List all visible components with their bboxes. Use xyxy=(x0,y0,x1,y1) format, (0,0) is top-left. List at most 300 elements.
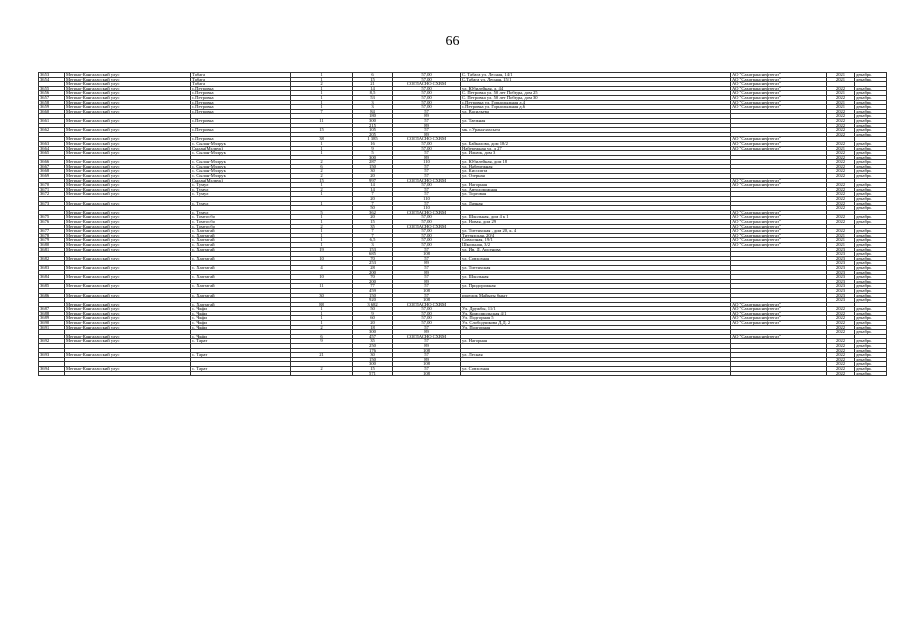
month-cell: декабрь xyxy=(855,288,887,293)
diameter-cell: 57,00 xyxy=(393,307,461,312)
address-cell: Школьная, 3/2 xyxy=(461,242,731,247)
length-cell: 9 xyxy=(353,311,393,316)
diameter-cell: 57,00 xyxy=(393,86,461,91)
diameter-cell: 57 xyxy=(393,339,461,344)
length-cell: 920 xyxy=(353,298,393,303)
year-cell: 2022 xyxy=(827,169,855,174)
diameter-cell: 108 xyxy=(393,252,461,257)
row-number: 3684 xyxy=(39,275,65,280)
address-cell: ул. Ив. Д. Арсенова xyxy=(461,247,731,252)
length-cell: 3 xyxy=(353,105,393,110)
month-cell: декабрь xyxy=(855,284,887,289)
settlement-cell: Сылан(Мэлрук) xyxy=(191,178,291,183)
year-cell: 2023 xyxy=(827,284,855,289)
length-cell: 77 xyxy=(353,284,393,289)
count-cell: 1 xyxy=(291,201,353,206)
count-cell: 1 xyxy=(291,95,353,100)
length-cell: 997 xyxy=(353,178,393,183)
count-cell: 1 xyxy=(291,77,353,82)
settlement-cell xyxy=(191,371,291,376)
district-cell: Мегино-Кангаласский улус xyxy=(65,164,191,169)
year-cell: 2023 xyxy=(827,293,855,298)
district-cell: Мегино-Кангаласский улус xyxy=(65,302,191,307)
length-cell: 70 xyxy=(353,256,393,261)
length-cell: 153 xyxy=(353,247,393,252)
month-cell: декабрь xyxy=(855,279,887,284)
length-cell: 50 xyxy=(353,307,393,312)
organization-cell: АО "Сахатранснефтегаз" xyxy=(731,146,827,151)
year-cell: 2021 xyxy=(827,242,855,247)
district-cell: Мегино-Кангаласский улус xyxy=(65,353,191,358)
year-cell: 2022 xyxy=(827,362,855,367)
length-cell: 16 xyxy=(353,141,393,146)
month-cell: декабрь xyxy=(855,307,887,312)
count-cell: 1 xyxy=(291,242,353,247)
month-cell: декабрь xyxy=(855,344,887,349)
length-cell: 215 xyxy=(353,123,393,128)
month-cell: декабрь xyxy=(855,321,887,326)
address-cell: ул. Киссипта xyxy=(461,169,731,174)
count-cell: 15 xyxy=(291,128,353,133)
year-cell: 2022 xyxy=(827,123,855,128)
row-number: 3683 xyxy=(39,265,65,270)
year-cell: 2022 xyxy=(827,353,855,358)
register-table-body xyxy=(39,73,887,376)
month-cell: декабрь xyxy=(855,155,887,160)
length-cell: 150 xyxy=(353,357,393,362)
month-cell: декабрь xyxy=(855,187,887,192)
year-cell: 2022 xyxy=(827,215,855,220)
row-number: 3676 xyxy=(39,220,65,225)
year-cell: 2022 xyxy=(827,344,855,349)
district-cell: Мегино-Кангаласский улус xyxy=(65,265,191,270)
row-number: 3679 xyxy=(39,238,65,243)
year-cell: 2022 xyxy=(827,164,855,169)
year-cell: 2022 xyxy=(827,132,855,137)
settlement-cell: с. Сылан-Мэлрук xyxy=(191,151,291,156)
diameter-cell: 57 xyxy=(393,201,461,206)
diameter-cell: 89 xyxy=(393,330,461,335)
diameter-cell: 108 xyxy=(393,298,461,303)
length-cell: 300 xyxy=(353,118,393,123)
settlement-cell: с.Петровка xyxy=(191,109,291,114)
district-cell: Мегино-Кангаласский улус xyxy=(65,178,191,183)
organization-cell: АО "Сахатранснефтегаз" xyxy=(731,105,827,110)
row-number: 3687 xyxy=(39,307,65,312)
district-cell xyxy=(65,371,191,376)
year-cell: 2021 xyxy=(827,238,855,243)
length-cell: 300 xyxy=(353,362,393,367)
month-cell: декабрь xyxy=(855,118,887,123)
month-cell: декабрь xyxy=(855,151,887,156)
row-number: 3662 xyxy=(39,128,65,133)
settlement-cell: с. Хаптагай xyxy=(191,229,291,234)
month-cell: декабрь xyxy=(855,316,887,321)
district-cell: Мегино-Кангаласский улус xyxy=(65,86,191,91)
count-cell: 5 xyxy=(291,210,353,215)
diameter-cell: 57,00 xyxy=(393,311,461,316)
year-cell: 2022 xyxy=(827,348,855,353)
district-cell: Мегино-Кангаласский улус xyxy=(65,91,191,96)
settlement-cell: с. Тумул xyxy=(191,201,291,206)
organization-cell: АО "Сахатранснефтегаз" xyxy=(731,220,827,225)
length-cell: 180 xyxy=(353,114,393,119)
diameter-cell: 108 xyxy=(393,348,461,353)
length-cell: 200 xyxy=(353,279,393,284)
diameter-cell: 57,00 xyxy=(393,183,461,188)
count-cell: 1 xyxy=(291,321,353,326)
length-cell: 21 xyxy=(353,82,393,87)
year-cell: 2021 xyxy=(827,105,855,110)
address-cell: ул. Автодорожная xyxy=(461,187,731,192)
year-cell: 2022 xyxy=(827,174,855,179)
year-cell: 2023 xyxy=(827,265,855,270)
organization-cell: АО "Сахатранснефтегаз" xyxy=(731,307,827,312)
organization-cell xyxy=(731,371,827,376)
count-cell: 30 xyxy=(291,293,353,298)
organization-cell: АО "Сахатранснефтегаз" xyxy=(731,316,827,321)
length-cell: 84 xyxy=(353,109,393,114)
length-cell: 3 xyxy=(353,100,393,105)
month-cell: декабрь xyxy=(855,256,887,261)
settlement-cell: с. Томтосбо xyxy=(191,220,291,225)
diameter-cell: СОГЛАСНО СХВМ xyxy=(393,302,461,307)
month-cell: декабрь xyxy=(855,174,887,179)
month-cell: декабрь xyxy=(855,114,887,119)
address-cell: Титтяхская, 20/4 xyxy=(461,233,731,238)
district-cell: Мегино-Кангаласский улус xyxy=(65,73,191,78)
length-cell: 287 xyxy=(353,160,393,165)
settlement-cell: с. Хаптагай xyxy=(191,256,291,261)
row-number: 3689 xyxy=(39,316,65,321)
address-cell: С.Табага ул. Лесная, 15/1 xyxy=(461,77,731,82)
year-cell: 2022 xyxy=(827,357,855,362)
address-cell: ул. Школьная xyxy=(461,275,731,280)
table-row xyxy=(39,371,887,376)
month-cell: декабрь xyxy=(855,164,887,169)
organization-cell: АО "Сахатранснефтегаз" xyxy=(731,224,827,229)
address-cell: ул. Торговая xyxy=(461,192,731,197)
month-cell: декабрь xyxy=(855,371,887,376)
district-cell: Мегино-Кангаласский улус xyxy=(65,293,191,298)
diameter-cell: 57 xyxy=(393,367,461,372)
count-cell: 2 xyxy=(291,160,353,165)
year-cell: 2022 xyxy=(827,95,855,100)
length-cell: 20 xyxy=(353,321,393,326)
month-cell: декабрь xyxy=(855,238,887,243)
count-cell: 2 xyxy=(291,187,353,192)
address-cell: Набережная ул. д 27 xyxy=(461,146,731,151)
row-number: 3686 xyxy=(39,293,65,298)
diameter-cell: 89 xyxy=(393,344,461,349)
row-number: 3666 xyxy=(39,160,65,165)
length-cell: 28 xyxy=(353,265,393,270)
count-cell: 4 xyxy=(291,265,353,270)
address-cell: ул. Лесная xyxy=(461,353,731,358)
address-cell: ул. Совхозная xyxy=(461,367,731,372)
year-cell: 2022 xyxy=(827,86,855,91)
row-number: 3678 xyxy=(39,233,65,238)
settlement-cell: с. Томтосбо xyxy=(191,224,291,229)
month-cell: декабрь xyxy=(855,270,887,275)
organization-cell: АО "Сахатранснефтегаз" xyxy=(731,183,827,188)
district-cell: Мегино-Кангаласский улус xyxy=(65,321,191,326)
diameter-cell: 110 xyxy=(393,160,461,165)
district-cell: Мегино-Кангаласский улус xyxy=(65,141,191,146)
month-cell: декабрь xyxy=(855,141,887,146)
diameter-cell: 57 xyxy=(393,164,461,169)
organization-cell: АО "Сахатранснефтегаз" xyxy=(731,334,827,339)
length-cell: 200 xyxy=(353,270,393,275)
settlement-cell: с.Петровка xyxy=(191,137,291,142)
diameter-cell: 57 xyxy=(393,325,461,330)
year-cell: 2022 xyxy=(827,229,855,234)
month-cell: декабрь xyxy=(855,261,887,266)
row-number: 3692 xyxy=(39,339,65,344)
district-cell: Мегино-Кангаласский улус xyxy=(65,275,191,280)
row-number: 3671 xyxy=(39,187,65,192)
year-cell: 2021 xyxy=(827,73,855,78)
district-cell: Мегино-Кангаласский улус xyxy=(65,192,191,197)
organization-cell: АО "Сахатранснефтегаз" xyxy=(731,210,827,215)
year-cell: 2023 xyxy=(827,298,855,303)
district-cell: Мегино-Кангаласский улус xyxy=(65,109,191,114)
address-cell: Ул. Дружбы, 11/1 xyxy=(461,307,731,312)
address-cell: ул. Нагорная xyxy=(461,183,731,188)
year-cell: 2022 xyxy=(827,330,855,335)
count-cell: 88 xyxy=(291,302,353,307)
district-cell: Мегино-Кангаласский улус xyxy=(65,151,191,156)
row-number: 3681 xyxy=(39,247,65,252)
settlement-cell: с. Хаптагай xyxy=(191,247,291,252)
count-cell: 1 xyxy=(291,307,353,312)
length-cell: 15 xyxy=(353,220,393,225)
diameter-cell: 110 xyxy=(393,197,461,202)
address-cell: Ул. Подгорная xyxy=(461,325,731,330)
row-number: 3659 xyxy=(39,105,65,110)
diameter-cell: 57,00 xyxy=(393,242,461,247)
count-cell: 1 xyxy=(291,233,353,238)
settlement-cell: с. Сылан-Мэлрук xyxy=(191,174,291,179)
settlement-cell: с. Сылан-Мэлрук xyxy=(191,169,291,174)
address-cell: ул. Титтяхская , дом 20, к. 4 xyxy=(461,229,731,234)
address-cell xyxy=(461,371,731,376)
organization-cell: АО "Сахатранснефтегаз" xyxy=(731,100,827,105)
diameter-cell: СОГЛАСНО СХВМ xyxy=(393,82,461,87)
row-number: 3682 xyxy=(39,256,65,261)
diameter-cell: 89 xyxy=(393,279,461,284)
length-cell: 5 xyxy=(353,151,393,156)
settlement-cell: с. Тумул xyxy=(191,183,291,188)
diameter-cell: 57 xyxy=(393,187,461,192)
diameter-cell: 89 xyxy=(393,270,461,275)
settlement-cell: Табага xyxy=(191,73,291,78)
address-cell: ул. Совхозная xyxy=(461,256,731,261)
diameter-cell: 57,00 xyxy=(393,229,461,234)
year-cell: 2022 xyxy=(827,141,855,146)
length-cell: 105 xyxy=(353,128,393,133)
length-cell: 1 385 xyxy=(353,137,393,142)
diameter-cell: 57,00 xyxy=(393,105,461,110)
month-cell: декабрь xyxy=(855,229,887,234)
month-cell: декабрь xyxy=(855,169,887,174)
district-cell: Мегино-Кангаласский улус xyxy=(65,311,191,316)
diameter-cell: 89 xyxy=(393,261,461,266)
diameter-cell: 57 xyxy=(393,247,461,252)
diameter-cell: 57 xyxy=(393,353,461,358)
year-cell: 2022 xyxy=(827,321,855,326)
diameter-cell: СОГЛАСНО СХВМ xyxy=(393,137,461,142)
length-cell: 459 xyxy=(353,288,393,293)
district-cell: Мегино-Кангаласский улус xyxy=(65,367,191,372)
address-cell: С. Табага ул. Лесная, 14/1 xyxy=(461,73,731,78)
year-cell: 2022 xyxy=(827,316,855,321)
district-cell: Мегино-Кангаласский улус xyxy=(65,128,191,133)
length-cell: 7 xyxy=(353,201,393,206)
length-cell: 300 xyxy=(353,155,393,160)
count-cell: 1 xyxy=(291,311,353,316)
address-cell: ул. Дачная xyxy=(461,201,731,206)
row-number: 3655 xyxy=(39,86,65,91)
month-cell: декабрь xyxy=(855,95,887,100)
row-number: 3694 xyxy=(39,367,65,372)
length-cell: 176 xyxy=(353,348,393,353)
diameter-cell: 57,00 xyxy=(393,233,461,238)
organization-cell: АО "Сахатранснефтегаз" xyxy=(731,86,827,91)
diameter-cell: 57 xyxy=(393,284,461,289)
length-cell: 15 xyxy=(353,367,393,372)
length-cell: 6,5 xyxy=(353,238,393,243)
diameter-cell: 89 xyxy=(393,357,461,362)
length-cell: 7 xyxy=(353,192,393,197)
organization-cell: АО "Сахатранснефтегаз" xyxy=(731,95,827,100)
length-cell: 685 xyxy=(353,252,393,257)
year-cell: 2022 xyxy=(827,201,855,206)
district-cell: Мегино-Кангаласский улус xyxy=(65,169,191,174)
organization-cell: АО "Сахатранснефтегаз" xyxy=(731,321,827,326)
year-cell: 2022 xyxy=(827,371,855,376)
diameter-cell: 57,00 xyxy=(393,73,461,78)
length-cell: 15 xyxy=(353,77,393,82)
organization-cell: АО "Сахатранснефтегаз" xyxy=(731,229,827,234)
organization-cell: АО "Сахатранснефтегаз" xyxy=(731,233,827,238)
year-cell: 2023 xyxy=(827,252,855,257)
row-number: 3668 xyxy=(39,169,65,174)
year-cell: 2021 xyxy=(827,91,855,96)
month-cell: декабрь xyxy=(855,220,887,225)
settlement-cell: с. Хаптагай xyxy=(191,242,291,247)
count-cell: 6 xyxy=(291,334,353,339)
district-cell: Мегино-Кангаласский улус xyxy=(65,233,191,238)
year-cell: 2022 xyxy=(827,307,855,312)
row-number: 3656 xyxy=(39,91,65,96)
length-cell: 571 xyxy=(353,371,393,376)
settlement-cell: с. Томтосбо xyxy=(191,215,291,220)
diameter-cell: 89 xyxy=(393,123,461,128)
row-number: 3665 xyxy=(39,151,65,156)
month-cell: декабрь xyxy=(855,183,887,188)
month-cell: декабрь xyxy=(855,265,887,270)
district-cell: Мегино-Кангаласский улус xyxy=(65,146,191,151)
address-cell: С. Петровка ул. 50 лет Победы, дом 30 xyxy=(461,95,731,100)
length-cell: 18 xyxy=(353,325,393,330)
row-number: 3672 xyxy=(39,192,65,197)
length-cell: 53 xyxy=(353,95,393,100)
length-cell: 253 xyxy=(353,261,393,266)
count-cell: 2 xyxy=(291,169,353,174)
count-cell xyxy=(291,371,353,376)
year-cell: 2022 xyxy=(827,311,855,316)
year-cell: 2023 xyxy=(827,275,855,280)
count-cell: 11 xyxy=(291,118,353,123)
count-cell: 1 xyxy=(291,220,353,225)
address-cell: ул. Придорожная xyxy=(461,284,731,289)
settlement-cell: Сылан(Мэлрук) xyxy=(191,146,291,151)
address-cell: Совхозная, 19/1 xyxy=(461,238,731,243)
settlement-cell: с. Сылан-Мэлрук xyxy=(191,164,291,169)
address-cell: проулок Майыгы быыт xyxy=(461,293,731,298)
month-cell: декабрь xyxy=(855,132,887,137)
row-number: 3675 xyxy=(39,215,65,220)
settlement-cell: с.Петровка xyxy=(191,95,291,100)
settlement-cell: с.Петровка xyxy=(191,118,291,123)
year-cell: 2022 xyxy=(827,187,855,192)
row-number: 3658 xyxy=(39,100,65,105)
row-number: 3653 xyxy=(39,73,65,78)
year-cell: 2022 xyxy=(827,220,855,225)
month-cell: декабрь xyxy=(855,311,887,316)
row-number: 3680 xyxy=(39,242,65,247)
settlement-cell: с. Хаптагай xyxy=(191,265,291,270)
month-cell: декабрь xyxy=(855,91,887,96)
address-cell: С. Петровка ул. 50 лет Победы, дом 25 xyxy=(461,91,731,96)
diameter-cell: 57 xyxy=(393,275,461,280)
district-cell: Мегино-Кангаласский улус xyxy=(65,339,191,344)
month-cell: декабрь xyxy=(855,206,887,211)
month-cell: декабрь xyxy=(855,128,887,133)
count-cell: 10 xyxy=(291,256,353,261)
district-cell: Мегино-Кангаласский улус xyxy=(65,160,191,165)
address-cell: Ул. Подгорная 5 xyxy=(461,316,731,321)
length-cell: 3 682 xyxy=(353,302,393,307)
settlement-cell: с. Хаптагай xyxy=(191,275,291,280)
month-cell: декабрь xyxy=(855,86,887,91)
row-number: 3691 xyxy=(39,325,65,330)
count-cell: 19 xyxy=(291,247,353,252)
length-cell: 30 xyxy=(353,353,393,358)
count-cell: 1 xyxy=(291,100,353,105)
length-cell: 20 xyxy=(353,174,393,179)
district-cell: Мегино-Кангаласский улус xyxy=(65,242,191,247)
length-cell: 457 xyxy=(353,334,393,339)
diameter-cell: 57 xyxy=(393,151,461,156)
district-cell: Мегино-Кангаласский улус xyxy=(65,334,191,339)
year-cell: 2022 xyxy=(827,151,855,156)
row-number: 3664 xyxy=(39,146,65,151)
diameter-cell: 57 xyxy=(393,109,461,114)
count-cell: 10 xyxy=(291,275,353,280)
count-cell: 2 xyxy=(291,325,353,330)
length-cell: 60 xyxy=(353,316,393,321)
page-number: 66 xyxy=(445,34,460,49)
address-cell: ул. Озерная xyxy=(461,174,731,179)
length-cell: 14 xyxy=(353,187,393,192)
month-cell: декабрь xyxy=(855,123,887,128)
diameter-cell: 57 xyxy=(393,169,461,174)
year-cell: 2022 xyxy=(827,197,855,202)
register-table xyxy=(38,72,887,376)
count-cell: 1 xyxy=(291,91,353,96)
